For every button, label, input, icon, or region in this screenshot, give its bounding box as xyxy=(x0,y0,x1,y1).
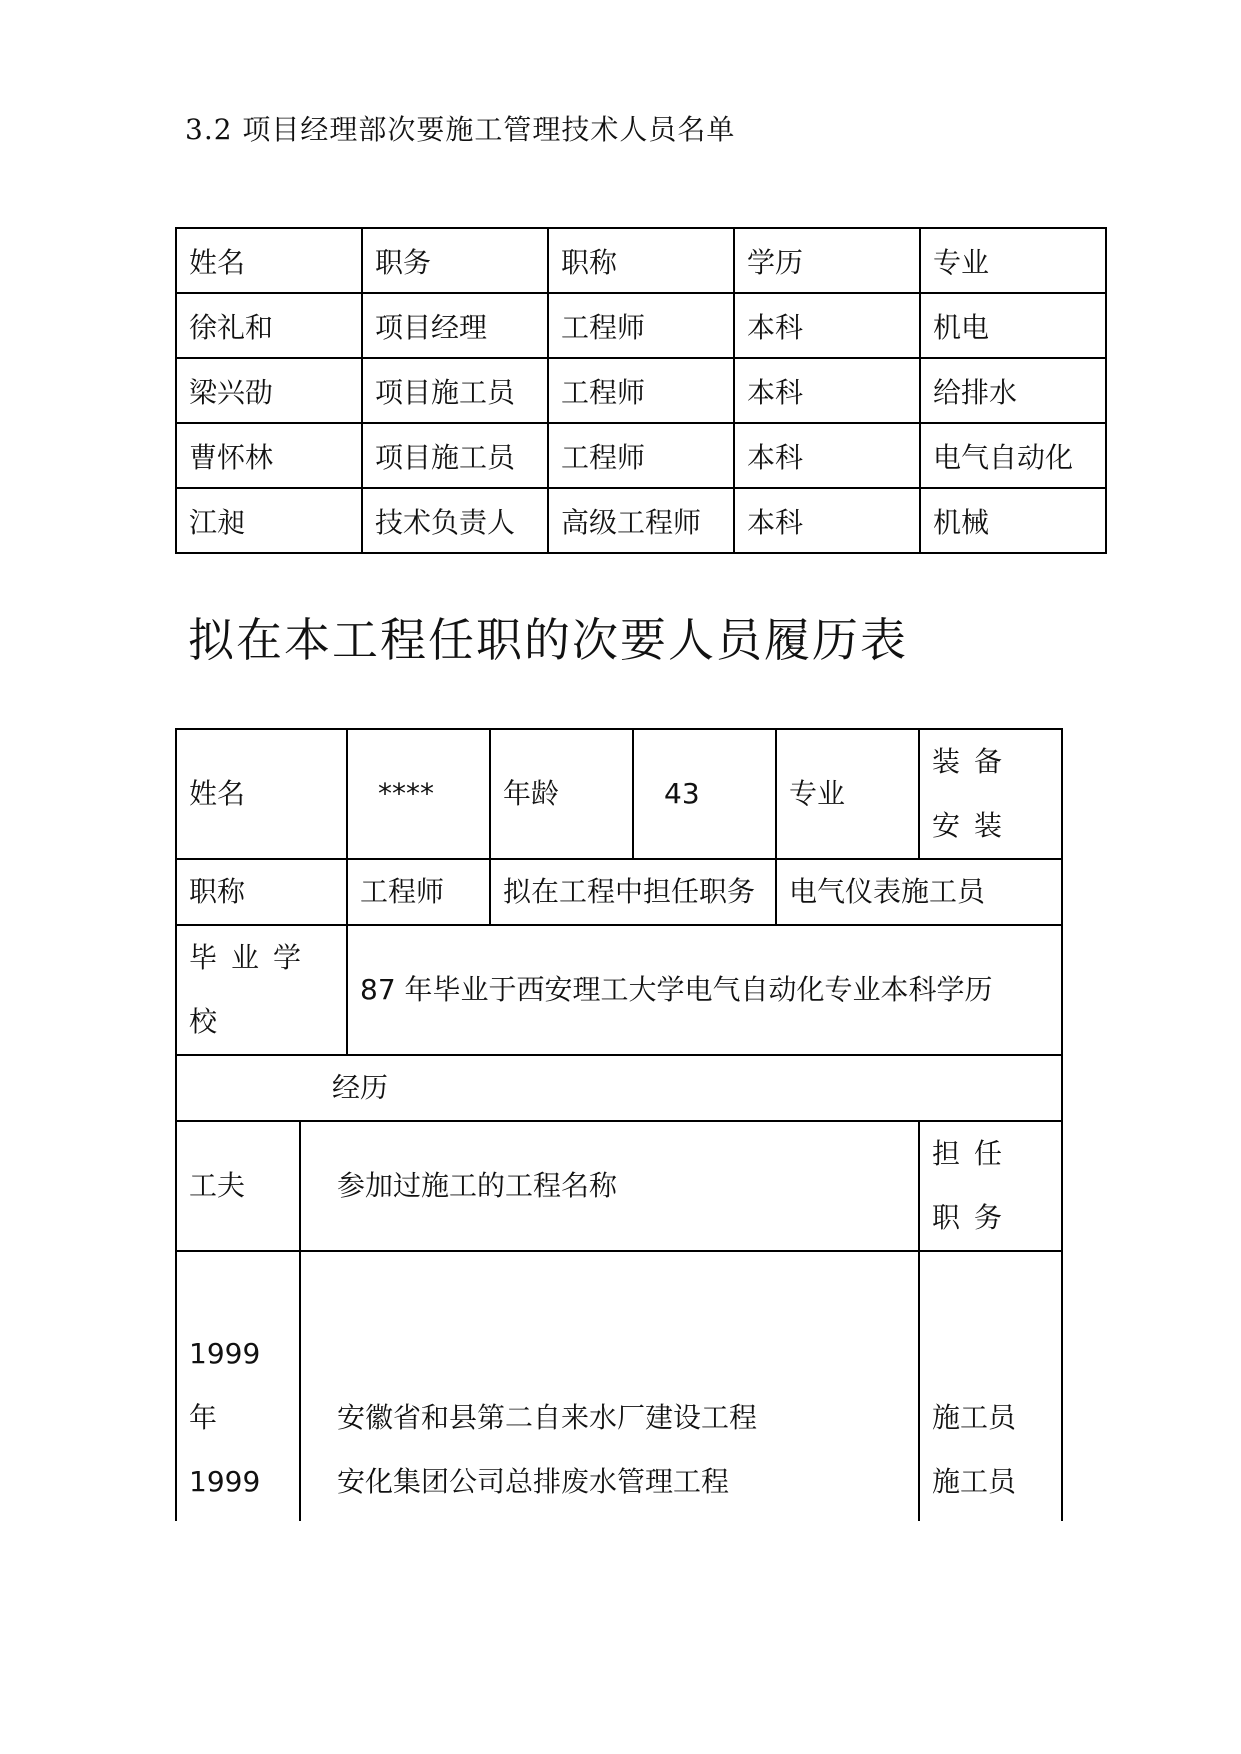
table-cell: 机械 xyxy=(920,488,1106,553)
section-title: 3.2 项目经理部次要施工管理技术人员名单 xyxy=(185,113,736,146)
resume-row-experience xyxy=(176,1055,1062,1121)
table-cell: 项目经理 xyxy=(362,293,548,358)
header-cell: 职称 xyxy=(548,228,734,293)
table-cell: 本科 xyxy=(734,488,920,553)
table-header-row xyxy=(176,228,1106,293)
resume-row-title xyxy=(176,859,1062,925)
header-cell: 学历 xyxy=(734,228,920,293)
table-row xyxy=(176,1251,1062,1521)
major-label: 专业 xyxy=(776,729,919,859)
school-value: 87 年毕业于西安理工大学电气自动化专业本科学历 xyxy=(347,925,1062,1055)
experience-label: 经历 xyxy=(176,1055,1062,1121)
table-cell: 高级工程师 xyxy=(548,488,734,553)
table-cell: 机电 xyxy=(920,293,1106,358)
resume-title: 拟在本工程任职的次要人员履历表 xyxy=(188,613,908,667)
age-value: 43 xyxy=(633,729,776,859)
table-cell: 技术负责人 xyxy=(362,488,548,553)
table-row xyxy=(176,293,1106,358)
exp-role: 施工员 xyxy=(932,1465,1017,1498)
exp-role-cell xyxy=(919,1251,1062,1521)
table-cell: 给排水 xyxy=(920,358,1106,423)
resume-row-school xyxy=(176,925,1062,1055)
resume-row-basic xyxy=(176,729,1062,859)
table-cell: 曹怀林 xyxy=(176,423,362,488)
exp-header-project: 参加过施工的工程名称 xyxy=(300,1121,919,1251)
table-cell: 工程师 xyxy=(548,293,734,358)
exp-role: 施工员 xyxy=(932,1401,1017,1434)
exp-header-role: 担任职务 xyxy=(919,1121,1062,1251)
table-cell: 项目施工员 xyxy=(362,358,548,423)
table-cell: 梁兴劭 xyxy=(176,358,362,423)
table-cell: 工程师 xyxy=(548,358,734,423)
title-value: 工程师 xyxy=(347,859,490,925)
title-label: 职称 xyxy=(176,859,347,925)
exp-project-cell xyxy=(300,1251,919,1521)
table-cell: 本科 xyxy=(734,358,920,423)
staff-table xyxy=(175,227,1107,554)
header-cell: 职务 xyxy=(362,228,548,293)
exp-header-time: 工夫 xyxy=(176,1121,300,1251)
school-label: 毕业学校 xyxy=(176,925,347,1055)
age-label: 年龄 xyxy=(490,729,633,859)
header-cell: 姓名 xyxy=(176,228,362,293)
table-cell: 项目施工员 xyxy=(362,423,548,488)
table-row xyxy=(176,423,1106,488)
table-row xyxy=(176,358,1106,423)
resume-table xyxy=(175,728,1063,1521)
table-row xyxy=(176,488,1106,553)
table-cell: 徐礼和 xyxy=(176,293,362,358)
name-label: 姓名 xyxy=(176,729,347,859)
exp-project: 安徽省和县第二自来水厂建设工程 xyxy=(337,1401,758,1434)
major-value: 装备安装 xyxy=(919,729,1062,859)
exp-time: 1999 年 xyxy=(189,1337,261,1434)
experience-header-row xyxy=(176,1121,1062,1251)
name-value: **** xyxy=(347,729,490,859)
table-cell: 工程师 xyxy=(548,423,734,488)
header-cell: 专业 xyxy=(920,228,1106,293)
table-cell: 电气自动化 xyxy=(920,423,1106,488)
role-label: 拟在工程中担任职务 xyxy=(490,859,776,925)
table-cell: 本科 xyxy=(734,293,920,358)
exp-time: 1999 xyxy=(189,1465,261,1498)
role-value: 电气仪表施工员 xyxy=(776,859,1062,925)
exp-time-cell xyxy=(176,1251,300,1521)
table-cell: 本科 xyxy=(734,423,920,488)
exp-project: 安化集团公司总排废水管理工程 xyxy=(337,1465,730,1498)
table-cell: 江昶 xyxy=(176,488,362,553)
